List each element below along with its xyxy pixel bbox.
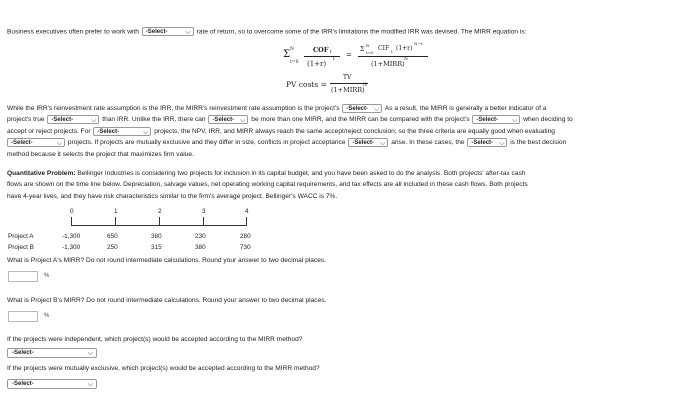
mirr-denominator: (1+MIRR) bbox=[371, 60, 405, 68]
percent-label: % bbox=[44, 273, 50, 279]
chevron-down-icon: ⌵ bbox=[56, 139, 62, 147]
pv-denominator-sup: N bbox=[363, 83, 367, 88]
para-text-5: be more than one MIRR, and the MIRR can be compared with the project's bbox=[251, 116, 470, 124]
project-b-cf: 730 bbox=[240, 244, 251, 251]
evaluating-select-value: -Select- bbox=[11, 139, 33, 146]
intro-text-2: rate of return, so to overcome some of the IRR's limitations the modified IRR was devised. The MIRR equation is: bbox=[196, 28, 527, 36]
quant-text-3: have 4-year lives, and they have risk characteristics similar to the firm's average project. Bellinger's WACC is 7%. bbox=[7, 192, 338, 200]
para-text-10: arise. In these cases, the bbox=[391, 139, 465, 147]
conflicts-select-value: -Select- bbox=[352, 139, 375, 146]
question-mutually-exclusive: If the projects were mutually exclusive, which project(s) would be accepted according to the MIRR method? bbox=[7, 365, 320, 372]
project-b-label: Project B bbox=[8, 244, 34, 251]
chevron-down-icon: ⌵ bbox=[374, 105, 380, 113]
cof-denominator-sup: t bbox=[333, 57, 335, 62]
period-label: 0 bbox=[70, 208, 74, 215]
quant-text-2: flows are shown on the time line below. Depreciation, salvage values, net operating working capital requirements, and tax effects are all included in these cash flows. Both projects bbox=[7, 181, 528, 189]
period-label: 2 bbox=[158, 208, 162, 215]
chevron-down-icon: ⌵ bbox=[499, 139, 505, 147]
mutually-exclusive-select-value: -Select- bbox=[12, 381, 34, 387]
chevron-down-icon: ⌵ bbox=[87, 350, 93, 357]
mirr-denominator-sup: N bbox=[404, 57, 408, 62]
project-a-cf: 230 bbox=[195, 233, 206, 240]
para-text-9: projects. If projects are mutually exclusive and they differ in size, conflicts in project acceptance bbox=[67, 139, 346, 147]
compare-select-value: -Select- bbox=[476, 117, 499, 124]
cof-label: COF bbox=[313, 46, 329, 54]
para-text-3: project's true bbox=[7, 116, 45, 124]
evaluating-select[interactable] bbox=[7, 138, 65, 147]
sum-left-sub: t=0 bbox=[290, 60, 299, 65]
para-text-11: is the best decision bbox=[510, 139, 567, 147]
chevron-down-icon: ⌵ bbox=[87, 381, 93, 388]
true-measure-select[interactable] bbox=[47, 115, 99, 124]
period-label: 3 bbox=[202, 208, 206, 215]
para-text-6: when deciding to bbox=[523, 116, 573, 124]
project-b-cf: 315 bbox=[151, 244, 162, 251]
sum-right: Σ bbox=[360, 45, 365, 53]
project-b-cf: -1,300 bbox=[62, 244, 81, 251]
true-measure-select-value: -Select- bbox=[51, 117, 74, 124]
quantitative-problem bbox=[7, 168, 691, 202]
independent-select-value: -Select- bbox=[12, 350, 34, 356]
reinvestment-select-value: -Select- bbox=[346, 105, 369, 112]
chevron-down-icon: ⌵ bbox=[143, 128, 149, 136]
fraction-bar-right bbox=[358, 56, 428, 57]
project-a-label: Project A bbox=[8, 233, 34, 240]
multiple-mirr-select-value: -Select- bbox=[212, 117, 235, 124]
sum-right-sub: t=0 bbox=[366, 50, 374, 55]
cif-label: CIF bbox=[378, 45, 390, 52]
independent-select[interactable] bbox=[7, 348, 97, 358]
sum-symbol-left: Σ bbox=[283, 49, 291, 60]
project-b-mirr-input[interactable] bbox=[8, 311, 38, 322]
chevron-down-icon: ⌵ bbox=[380, 139, 386, 147]
sum-left-sup: N bbox=[290, 47, 294, 52]
para-text-4: than IRR. Unlike the IRR, there can bbox=[102, 116, 206, 124]
para-text-8: projects, the NPV, IRR, and MIRR always reach the same accept/reject conclusion; so the three criteria are equally good when evaluating bbox=[154, 127, 555, 135]
best-method-select-value: -Select- bbox=[471, 139, 494, 146]
para-text-1: While the IRR's reinvestment rate assumption is the IRR, the MIRR's reinvestment rate assumption is the project's bbox=[7, 105, 340, 112]
best-method-select[interactable] bbox=[467, 138, 507, 147]
project-a-cf: 280 bbox=[240, 233, 251, 240]
multiple-mirr-select[interactable] bbox=[208, 115, 248, 124]
reinvestment-select[interactable] bbox=[342, 104, 382, 113]
rate-select[interactable] bbox=[142, 27, 194, 36]
mutually-exclusive-select[interactable] bbox=[7, 379, 97, 389]
quant-heading: Quantitative Problem: bbox=[7, 170, 76, 177]
sum-right-sup: N bbox=[366, 43, 370, 48]
conflicts-select[interactable] bbox=[348, 138, 388, 147]
para-text-12: method because it selects the project that maximizes firm value. bbox=[7, 150, 194, 158]
intro-text-1: Business executives often prefer to work with bbox=[7, 28, 139, 36]
chevron-down-icon: ⌵ bbox=[512, 117, 518, 125]
quant-text-1: Bellinger Industries is considering two projects for inclusion in its capital budget, and you have been asked to do the analysis. Both projects' after-tax cash bbox=[77, 170, 526, 177]
intro-line bbox=[7, 27, 527, 36]
percent-label: % bbox=[44, 313, 50, 319]
question-project-b: What is Project B's MIRR? Do not round intermediate calculations. Round your answer to two decimal places. bbox=[7, 297, 327, 304]
chevron-down-icon: ⌵ bbox=[185, 29, 191, 36]
period-label: 4 bbox=[245, 208, 249, 215]
project-a-cf: -1,300 bbox=[62, 233, 81, 240]
cif-compound-sup: N−t bbox=[414, 41, 423, 46]
chevron-down-icon: ⌵ bbox=[240, 117, 246, 125]
para-text-2: As a result, the MIRR is generally a better indicator of a bbox=[384, 105, 547, 112]
equals-sign: = bbox=[346, 51, 352, 59]
project-a-cf: 380 bbox=[151, 233, 162, 240]
cof-sub: t bbox=[330, 50, 332, 55]
cof-denominator: (1+r) bbox=[307, 60, 327, 68]
pv-denominator: (1+MIRR) bbox=[331, 86, 365, 94]
pv-costs-label: PV costs = bbox=[286, 80, 327, 89]
project-a-cf: 650 bbox=[107, 233, 118, 240]
project-type-select-value: -Select- bbox=[97, 128, 120, 135]
project-b-cf: 380 bbox=[195, 244, 206, 251]
para-text-7: accept or reject projects. For bbox=[7, 127, 91, 135]
timeline-axis bbox=[71, 225, 247, 226]
rate-select-value: -Select- bbox=[145, 29, 168, 35]
project-type-select[interactable] bbox=[93, 127, 151, 136]
cif-compound: (1+r) bbox=[396, 45, 413, 52]
chevron-down-icon: ⌵ bbox=[91, 117, 97, 125]
project-b-cf: 250 bbox=[107, 244, 118, 251]
mirr-paragraph bbox=[7, 103, 691, 160]
tv-label: TV bbox=[343, 74, 352, 81]
project-a-mirr-input[interactable] bbox=[8, 271, 38, 282]
period-label: 1 bbox=[114, 208, 118, 215]
question-independent: If the projects were independent, which project(s) would be accepted according to the MIRR method? bbox=[7, 336, 303, 343]
cif-sub: t bbox=[391, 49, 393, 54]
compare-select[interactable] bbox=[472, 115, 520, 124]
question-project-a: What is Project A's MIRR? Do not round intermediate calculations. Round your answer to two decimal places. bbox=[7, 257, 327, 264]
